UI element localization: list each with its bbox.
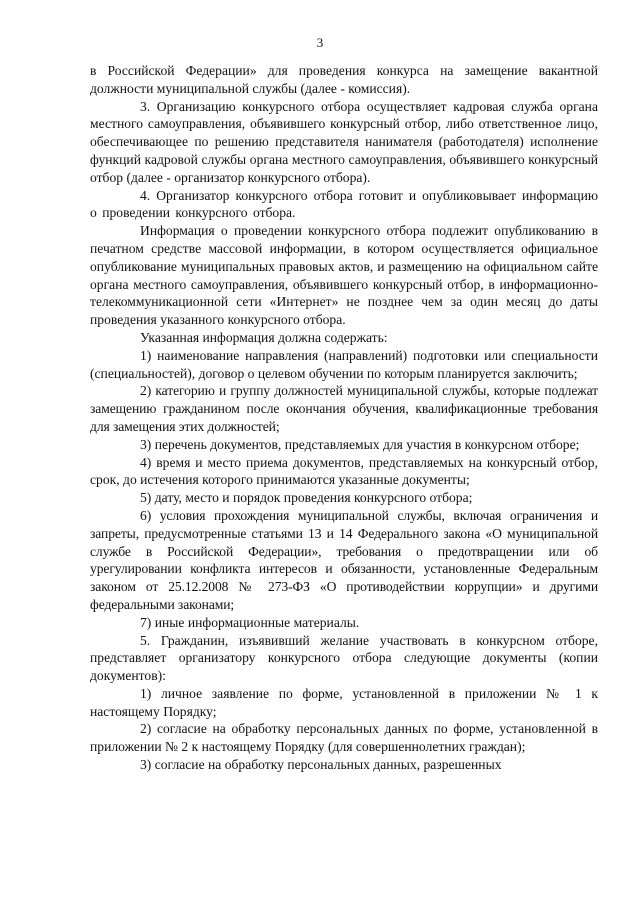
paragraph-continuation: в Российской Федерации» для проведения конкурса на замещение вакантной должности муниципальной службы (далее - комиссия). bbox=[90, 63, 598, 96]
document-body bbox=[90, 62, 598, 774]
list-item-5-date: 5) дату, место и порядок проведения конкурсного отбора; bbox=[140, 490, 473, 506]
paragraph-item-4: 4. Организатор конкурсного отбора готовит и опубликовывает информацию о проведении конкурсного отбора. bbox=[90, 187, 598, 221]
doc-list-item-3: 3) согласие на обработку персональных данных, разрешенных bbox=[140, 757, 502, 773]
page-number: 3 bbox=[316, 35, 324, 50]
list-item-4-time-place: 4) время и место приема документов, представляемых на конкурсный отбор, срок, до истечения которого принимаются указанные документы; bbox=[90, 454, 598, 488]
paragraph-item-5: 5. Гражданин, изъявивший желание участвовать в конкурсном отборе, представляет организатору конкурсного отбора следующие документы (копии документов): bbox=[90, 632, 598, 684]
list-item-3-documents: 3) перечень документов, представляемых для участия в конкурсном отборе; bbox=[140, 436, 580, 452]
list-item-7-other: 7) иные информационные материалы. bbox=[140, 614, 360, 630]
paragraph-item-3: 3. Организацию конкурсного отбора осуществляет кадровая служба органа местного самоуправления, объявившего конкурсный отбор, либо ответственное лицо, обеспечивающее по решению представителя нанимателя (работодателя) исполнение функций кадровой службы органа местного самоуправления, объявившего конкурсный отбор (далее - организатор конкурсного отбора). bbox=[90, 98, 598, 185]
list-item-6-conditions: 6) условия прохождения муниципальной службы, включая ограничения и запреты, предусмотренные статьями 13 и 14 Федерального закона «О муниципальной службе в Российской Федерации», требования о предотвращении или об урегулировании конфликта интересов и обязанности, установленные Федеральным законом от 25.12.2008 № 273-ФЗ «О противодействии коррупции» и другими федеральными законами; bbox=[90, 507, 598, 612]
paragraph-info-contents-heading: Указанная информация должна содержать: bbox=[140, 329, 388, 345]
list-item-2-category: 2) категорию и группу должностей муниципальной службы, которые подлежат замещению гражданином после окончания обучения, квалификационные требования для замещения этих должностей; bbox=[90, 383, 598, 434]
list-item-1-directions: 1) наименование направления (направлений) подготовки или специальности (специальностей), договор о целевом обучении по которым планируется заключить; bbox=[90, 347, 598, 381]
doc-list-item-1: 1) личное заявление по форме, установленной в приложении № 1 к настоящему Порядку; bbox=[90, 685, 598, 719]
doc-list-item-2: 2) согласие на обработку персональных данных по форме, установленной в приложении № 2 к настоящему Порядку (для совершеннолетних граждан); bbox=[90, 721, 598, 755]
paragraph-information-publication: Информация о проведении конкурсного отбора подлежит опубликованию в печатном средстве массовой информации, в котором осуществляется официальное опубликование муниципальных правовых актов, и размещению на официальном сайте органа местного самоуправления, объявившего конкурсный отбор, в информационно-телекоммуникационной сети «Интернет» не позднее чем за один месяц до даты проведения указанного конкурсного отбора. bbox=[90, 223, 598, 328]
